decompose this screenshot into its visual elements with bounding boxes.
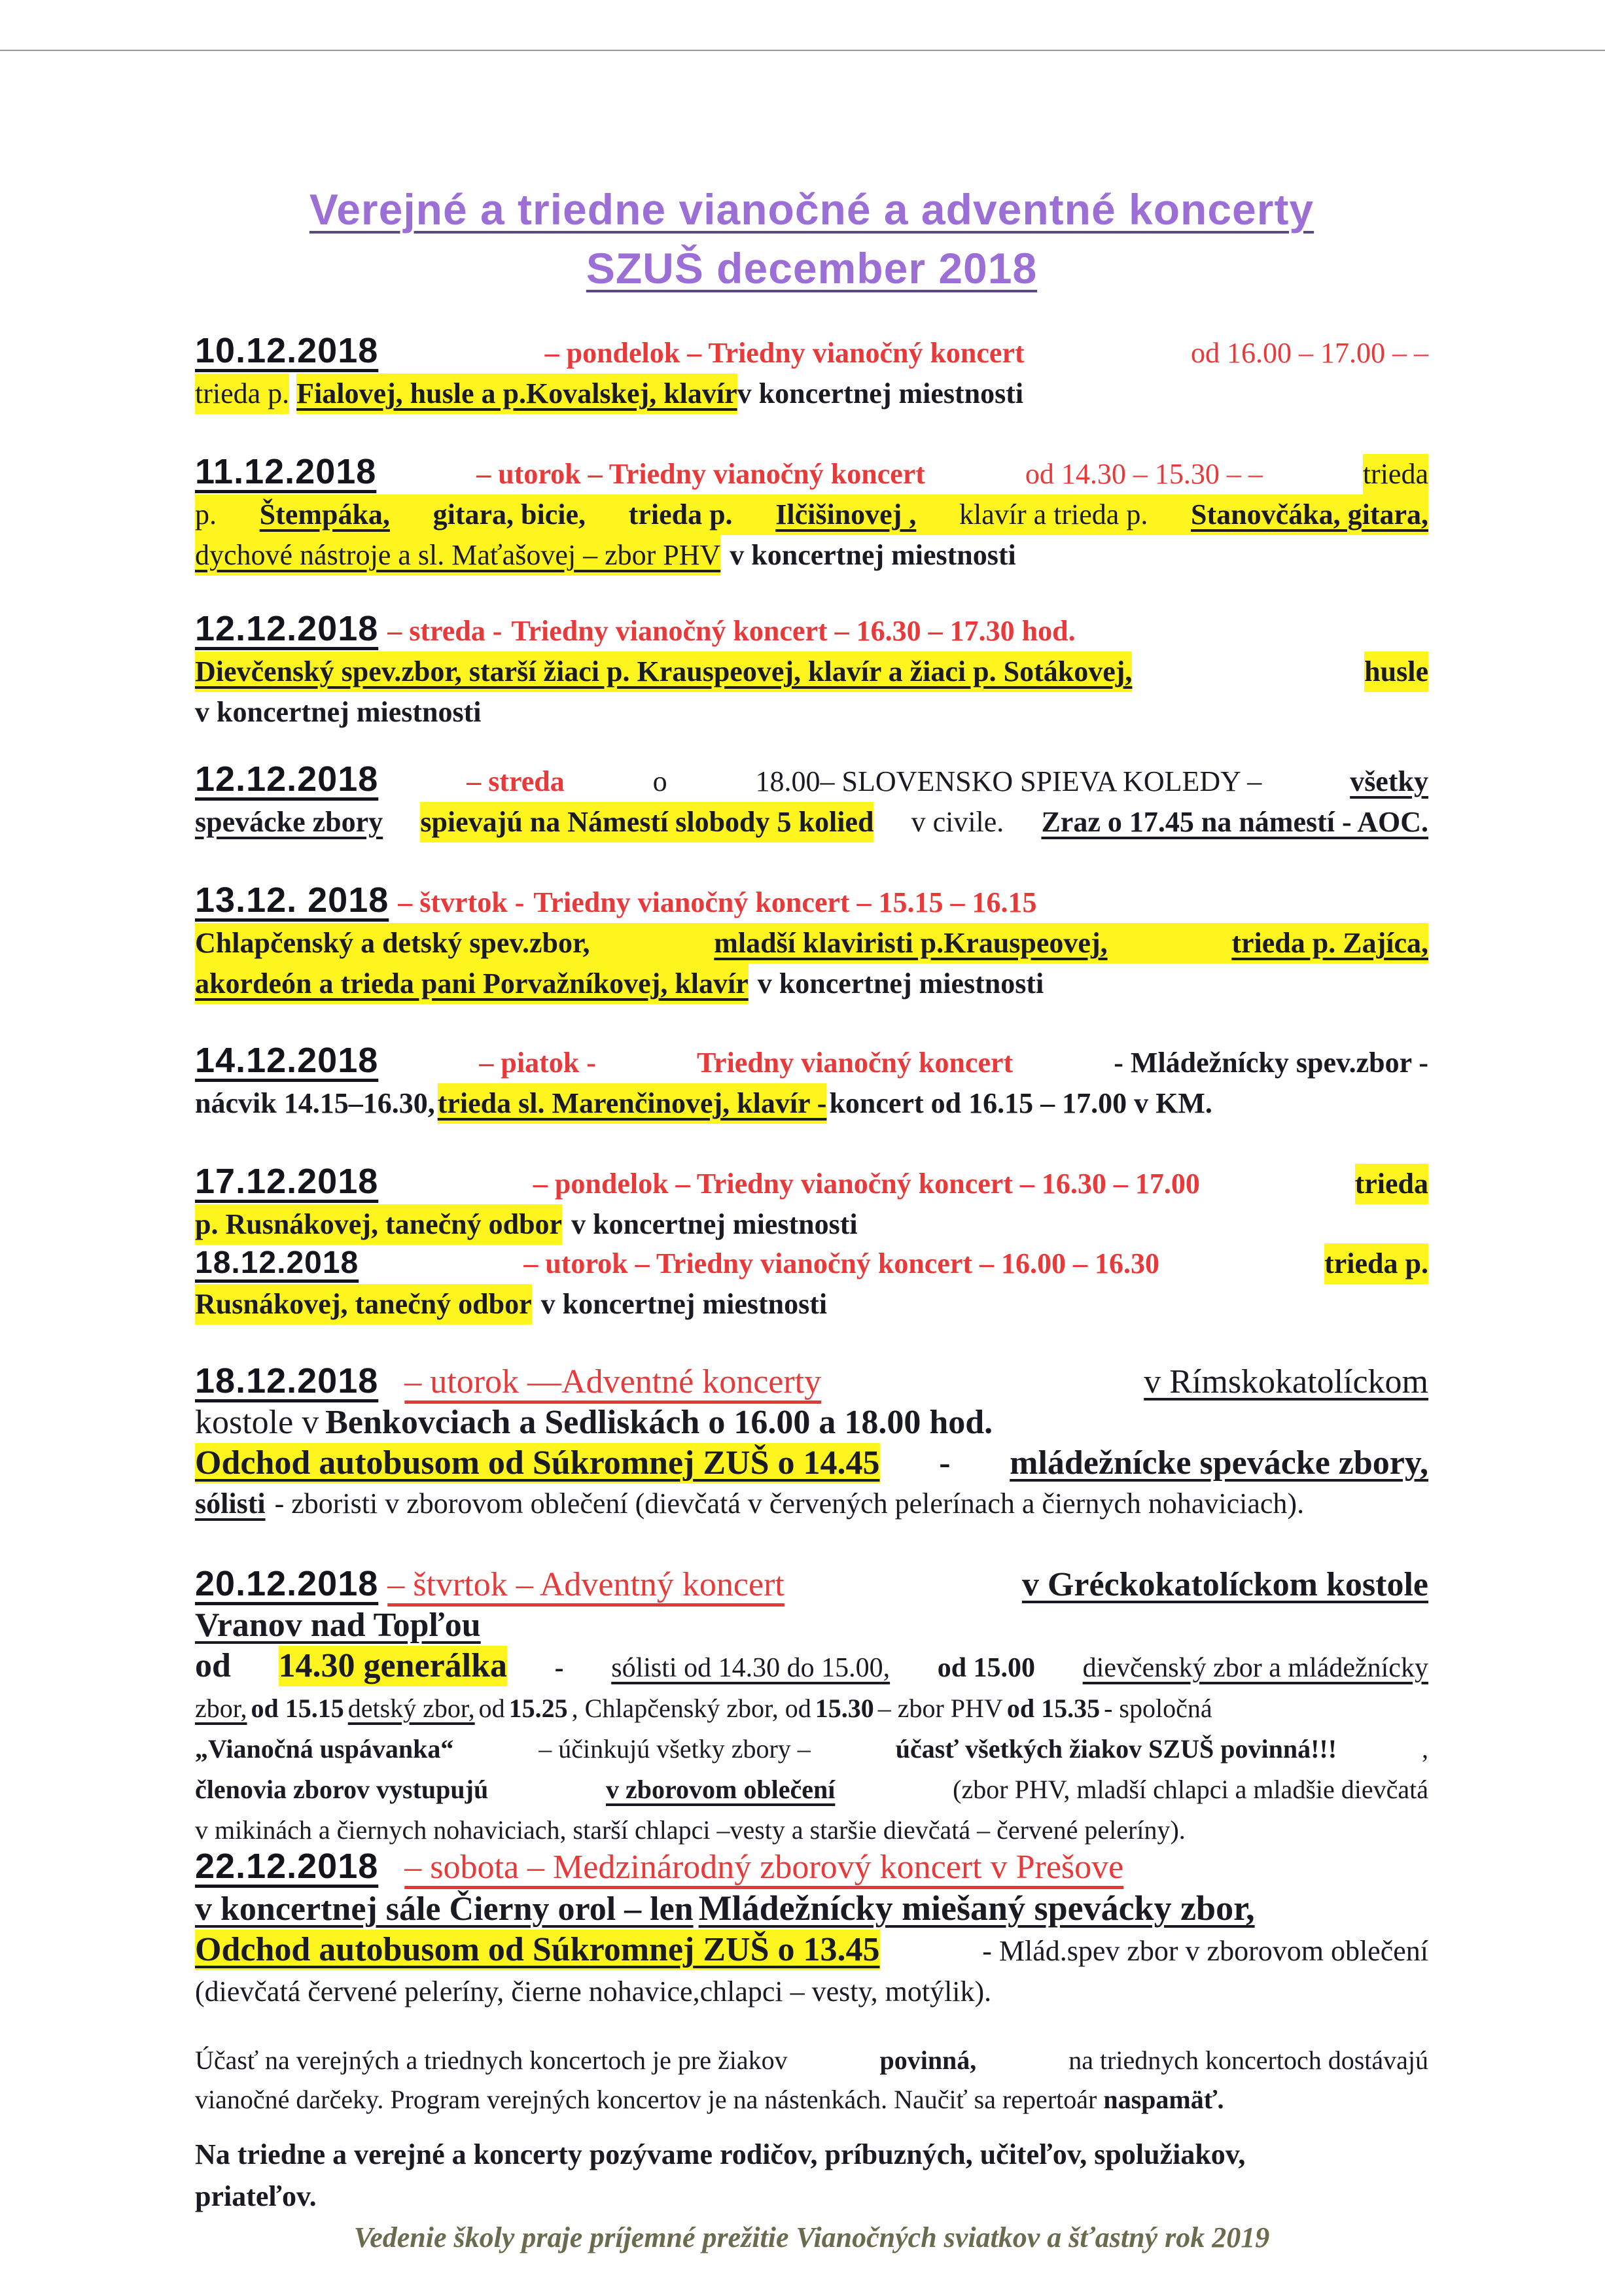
event-choir: Mládežnícky miešaný spevácky zbor, — [698, 1888, 1255, 1928]
event-teacher: trieda sl. Marenčinovej, klavír - — [438, 1083, 827, 1124]
event-teachers: akordeón a trieda pani Porvažníkovej, klavír — [195, 964, 749, 1004]
event-location: Benkovciach a Sedliskách o 16.00 a 18.00 hod. — [325, 1404, 993, 1441]
event-teacher: Štempáka, — [259, 498, 390, 531]
event-12-12-b — [195, 759, 1428, 843]
event-bus-departure: Odchod autobusom od Súkromnej ZUŠ o 14.45 — [195, 1443, 880, 1484]
event-time: od 14.30 – 15.30 – – — [1025, 458, 1263, 490]
note-emphasis: naspamäť. — [1103, 2085, 1224, 2114]
event-teacher: Stanovčáka, gitara, — [1191, 498, 1428, 531]
event-heading: – utorok – Triedny vianočný koncert – 16.00 – 16.30 — [523, 1247, 1160, 1279]
event-location: v koncertnej sále Čierny orol – len — [195, 1890, 694, 1928]
event-day: – streda — [467, 765, 565, 797]
event-text: všetky — [1350, 765, 1428, 797]
event-heading: – utorok —Adventné koncerty — [404, 1363, 822, 1400]
invitation-note — [195, 2134, 1428, 2218]
event-text: od 15.00 — [937, 1653, 1036, 1683]
event-text: nácvik 14.15–16.30, — [195, 1087, 435, 1119]
event-location: v Gréckokatolíckom kostole — [1021, 1566, 1428, 1603]
event-text: členovia zborov vystupujú — [195, 1775, 489, 1804]
event-date: 12.12.2018 — [195, 609, 379, 648]
event-text: - Mládežnícky spev.zbor - — [1114, 1047, 1428, 1079]
event-text: od 15.15 — [251, 1694, 344, 1723]
event-18-12-b — [195, 1361, 1428, 1524]
event-day: – streda - — [387, 615, 503, 647]
event-text: kostole v — [195, 1404, 319, 1441]
event-location: v koncertnej miestnosti — [571, 1208, 858, 1240]
event-text: v Rímskokatolíckom — [1144, 1363, 1428, 1400]
event-text: - spoločná — [1104, 1694, 1212, 1723]
event-text: sólisti — [195, 1487, 266, 1520]
footer-greeting: Vedenie školy praje príjemné prežitie Vianočných sviatkov a šťastný rok 2019 — [353, 2221, 1270, 2253]
event-text: trieda — [1355, 1164, 1428, 1204]
event-class-prefix: trieda p. — [195, 374, 289, 414]
event-teacher: trieda p. Zajíca, — [1231, 927, 1428, 959]
note-text: na triednych koncertoch dostávajú — [1068, 2045, 1428, 2075]
event-text: , — [1422, 1734, 1428, 1764]
event-text: zbor, — [195, 1694, 247, 1723]
event-date: 20.12.2018 — [195, 1564, 379, 1603]
event-text: – zbor PHV — [877, 1694, 1003, 1723]
event-rehearsal: 14.30 generálka — [279, 1646, 508, 1686]
event-18-12-a — [195, 1243, 1428, 1325]
event-20-12 — [195, 1563, 1428, 1851]
event-teachers: Fialovej, husle a p.Kovalskej, klavír — [296, 374, 737, 414]
event-text: (zbor PHV, mladší chlapci a mladšie dievčatá — [953, 1775, 1428, 1804]
event-10-12 — [195, 330, 1428, 414]
event-text: v civile. — [911, 806, 1004, 838]
document-subtitle: SZUŠ december 2018 — [586, 244, 1038, 292]
event-teacher: p. Rusnákovej, tanečný odbor — [195, 1204, 562, 1245]
event-location: Vranov nad Topľou — [195, 1607, 481, 1644]
event-heading: – utorok – Triedny vianočný koncert — [476, 458, 925, 490]
event-text: sólisti od 14.30 do 15.00, — [611, 1653, 891, 1683]
event-date: 18.12.2018 — [195, 1361, 379, 1400]
event-text: - Mlád.spev zbor v zborovom oblečení — [982, 1935, 1428, 1967]
note-text: vianočné darčeky. Program verejných koncertov je na nástenkách. Naučiť sa repertoár — [195, 2085, 1097, 2114]
event-heading: Triedny vianočný koncert – 16.30 – 17.30 hod. — [511, 615, 1076, 647]
event-location: v koncertnej miestnosti — [730, 539, 1016, 571]
event-location: v koncertnej miestnosti — [757, 967, 1044, 1000]
event-time: od 16.00 – 17.00 – – — [1190, 337, 1428, 369]
event-text: v mikinách a čiernych nohaviciach, starší chlapci –vesty a staršie dievčatá – červené peleríny). — [195, 1815, 1186, 1845]
note-text: Účasť na verejných a triednych koncertoch je pre žiakov — [195, 2045, 788, 2075]
event-11-12 — [195, 451, 1428, 576]
event-text: koncert od 16.15 – 17.00 v KM. — [829, 1087, 1212, 1119]
event-text: - — [939, 1444, 951, 1482]
invitation-line-1: Na triedne a verejné a koncerty pozývame rodičov, príbuzných, učiteľov, spolužiakov, — [195, 2138, 1246, 2170]
event-text: spevácke zbory — [195, 806, 383, 838]
event-text: trieda p. — [1324, 1244, 1428, 1284]
event-day: – piatok - — [479, 1047, 596, 1079]
event-date: 18.12.2018 — [195, 1245, 359, 1280]
attendance-note — [195, 2041, 1428, 2119]
event-bus-departure: Odchod autobusom od Súkromnej ZUŠ o 13.45 — [195, 1930, 880, 1970]
invitation-line-2: priateľov. — [195, 2180, 317, 2212]
event-class-prefix: trieda — [1363, 454, 1428, 495]
document-title: Verejné a triedne vianočné a adventné koncerty — [309, 185, 1314, 234]
event-text: 15.30 — [815, 1694, 874, 1723]
event-text: dievčenský zbor a mládežnícky — [1082, 1653, 1428, 1683]
event-text: - — [554, 1653, 564, 1683]
event-13-12 — [195, 880, 1428, 1004]
event-date: 12.12.2018 — [195, 759, 379, 799]
event-text: detský zbor, — [347, 1694, 475, 1723]
event-teacher: mladší klaviristi p.Krauspeovej, — [714, 927, 1108, 959]
event-text: (dievčatá červené peleríny, čierne nohavice,chlapci – vesty, motýlik). — [195, 1975, 992, 2008]
event-text: v zborovom oblečení — [606, 1775, 836, 1804]
event-location: v koncertnej miestnosti — [737, 377, 1024, 409]
event-text: mládežnícke spevácke zbory, — [1010, 1444, 1428, 1482]
event-heading: – štvrtok – Adventný koncert — [387, 1566, 785, 1603]
event-instrument: husle — [1364, 652, 1428, 692]
event-text: , Chlapčenský zbor, od — [571, 1694, 811, 1723]
event-text: o — [652, 765, 667, 797]
event-location: v koncertnej miestnosti — [540, 1288, 828, 1320]
event-teacher: Ilčišinovej , — [775, 498, 917, 531]
event-heading: – pondelok – Triedny vianočný koncert – 16.30 – 17.00 — [533, 1168, 1200, 1200]
event-date: 10.12.2018 — [195, 331, 379, 370]
event-date: 22.12.2018 — [195, 1847, 379, 1886]
event-teacher: Rusnákovej, tanečný odbor — [195, 1284, 532, 1325]
event-22-12 — [195, 1846, 1428, 2012]
event-heading: – sobota – Medzinárodný zborový koncert v Prešove — [404, 1849, 1124, 1886]
event-text: od — [195, 1647, 231, 1684]
event-text: 15.25 — [508, 1694, 568, 1723]
event-meeting: Zraz o 17.45 na námestí - AOC. — [1041, 806, 1428, 838]
event-14-12 — [195, 1040, 1428, 1124]
event-12-12-a — [195, 608, 1428, 733]
event-text: spievajú na Námestí slobody 5 kolied — [420, 802, 873, 843]
event-date: 13.12. 2018 — [195, 880, 389, 920]
event-heading: 18.00– SLOVENSKO SPIEVA KOLEDY – — [755, 765, 1262, 797]
event-text: – účinkujú všetky zbory – — [538, 1734, 811, 1764]
note-emphasis: povinná, — [879, 2045, 977, 2075]
event-text: trieda p. — [628, 498, 733, 531]
event-day: – štvrtok - — [398, 886, 525, 918]
event-attendance-note: účasť všetkých žiakov SZUŠ povinná!!! — [895, 1734, 1337, 1764]
scan-edge-line — [0, 50, 1605, 51]
event-date: 17.12.2018 — [195, 1162, 379, 1201]
event-heading: – pondelok – Triedny vianočný koncert — [544, 337, 1025, 369]
event-text: - zboristi v zborovom oblečení (dievčatá v červených pelerínach a čiernych nohaviciach). — [274, 1487, 1305, 1520]
event-text: Chlapčenský a detský spev.zbor, — [195, 927, 590, 959]
event-text: od — [478, 1694, 505, 1723]
event-date: 14.12.2018 — [195, 1041, 379, 1080]
event-text: gitara, bicie, — [432, 498, 586, 531]
event-teachers: Dievčenský spev.zbor, starší žiaci p. Krauspeovej, klavír a žiaci p. Sotákovej, — [195, 652, 1132, 692]
event-location: v koncertnej miestnosti — [195, 696, 482, 728]
event-text: p. — [195, 498, 217, 531]
event-heading: Triedny vianočný koncert — [696, 1047, 1014, 1079]
event-text: klavír a trieda p. — [959, 498, 1148, 531]
event-heading: Triedny vianočný koncert – 15.15 – 16.15 — [533, 886, 1037, 918]
event-teachers: dychové nástroje a sl. Maťašovej – zbor PHV — [195, 535, 720, 576]
event-17-12 — [195, 1161, 1428, 1245]
event-song: „Vianočná uspávanka“ — [195, 1734, 454, 1764]
event-text: od 15.35 — [1006, 1694, 1101, 1723]
event-date: 11.12.2018 — [195, 452, 377, 491]
